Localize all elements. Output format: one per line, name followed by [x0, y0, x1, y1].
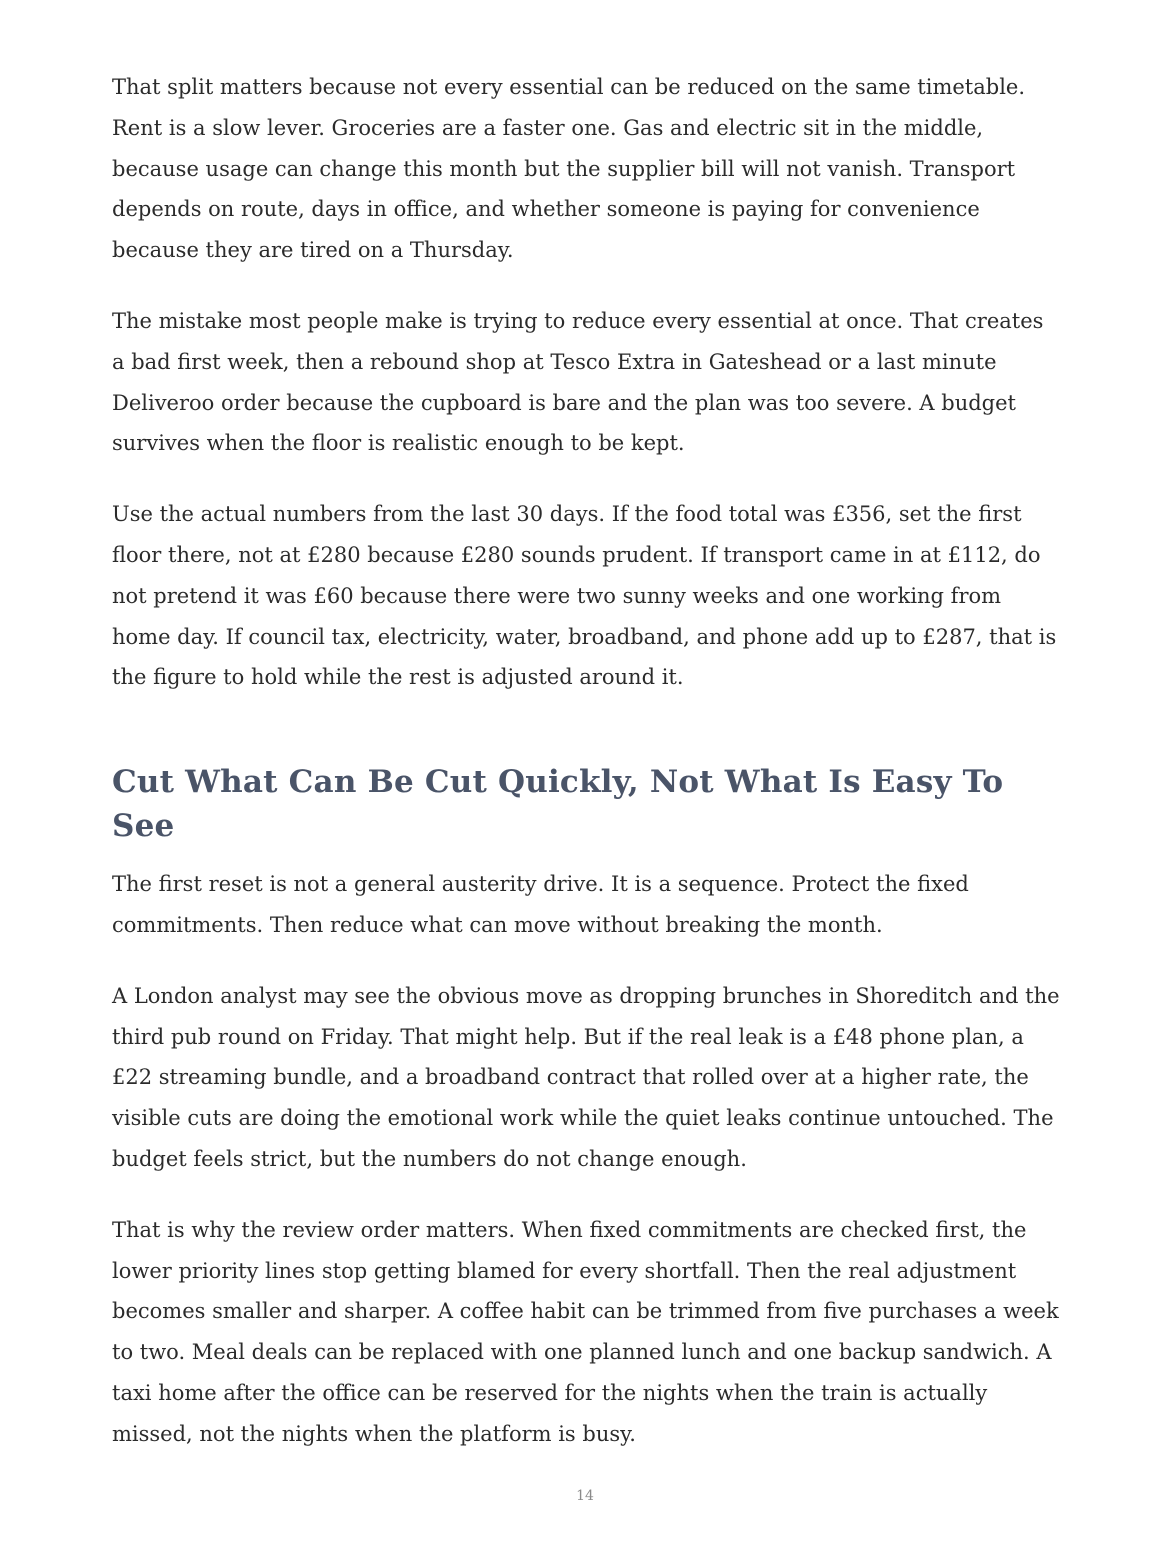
paragraph-first-reset: The first reset is not a general austerity drive. It is a sequence. Protect the fixed commitments. Then reduce what can move without breaking the month. — [112, 872, 969, 937]
paragraph-actual-numbers: Use the actual numbers from the last 30 days. If the food total was £356, set the first floor there, not at £280 because £280 sounds prudent. If transport came in at £112, do not pretend it was £60 because there were two sunny weeks and one working from home day. If council tax, electricity, water, broadband, and phone add up to £287, that is the figure to hold while the rest is adjusted around it. — [112, 502, 1057, 690]
section-heading: Cut What Can Be Cut Quickly, Not What Is Easy To See — [112, 764, 1004, 845]
paragraph-essentials-timetable: That split matters because not every essential can be reduced on the same timetable. Rent is a slow lever. Groceries are a faster one. Gas and electric sit in the middle, because usage can change this month but the supplier bill will not vanish. Transport depends on route, days in office, and whether someone is paying for convenience because they are tired on a Thursday. — [112, 75, 1026, 263]
page-content — [112, 67, 1062, 1485]
paragraph-london-analyst: A London analyst may see the obvious move as dropping brunches in Shoreditch and the third pub round on Friday. That might help. But if the real leak is a £48 phone plan, a £22 streaming bundle, and a broadband contract that rolled over at a higher rate, the visible cuts are doing the emotional work while the quiet leaks continue untouched. The budget feels strict, but the numbers do not change enough. — [112, 983, 1060, 1171]
paragraph-review-order: That is why the review order matters. When fixed commitments are checked first, the lower priority lines stop getting blamed for every shortfall. Then the real adjustment becomes smaller and sharper. A coffee habit can be trimmed from five purchases a week to two. Meal deals can be replaced with one planned lunch and one backup sandwich. A taxi home after the office can be reserved for the nights when the train is actually missed, not the nights when the platform is busy. — [112, 1217, 1059, 1446]
paragraph-reduce-at-once: The mistake most people make is trying to reduce every essential at once. That creates a bad first week, then a rebound shop at Tesco Extra in Gateshead or a last minute Deliveroo order because the cupboard is bare and the plan was too severe. A budget survives when the floor is realistic enough to be kept. — [112, 308, 1044, 456]
page-number: 14 — [576, 1488, 594, 1504]
